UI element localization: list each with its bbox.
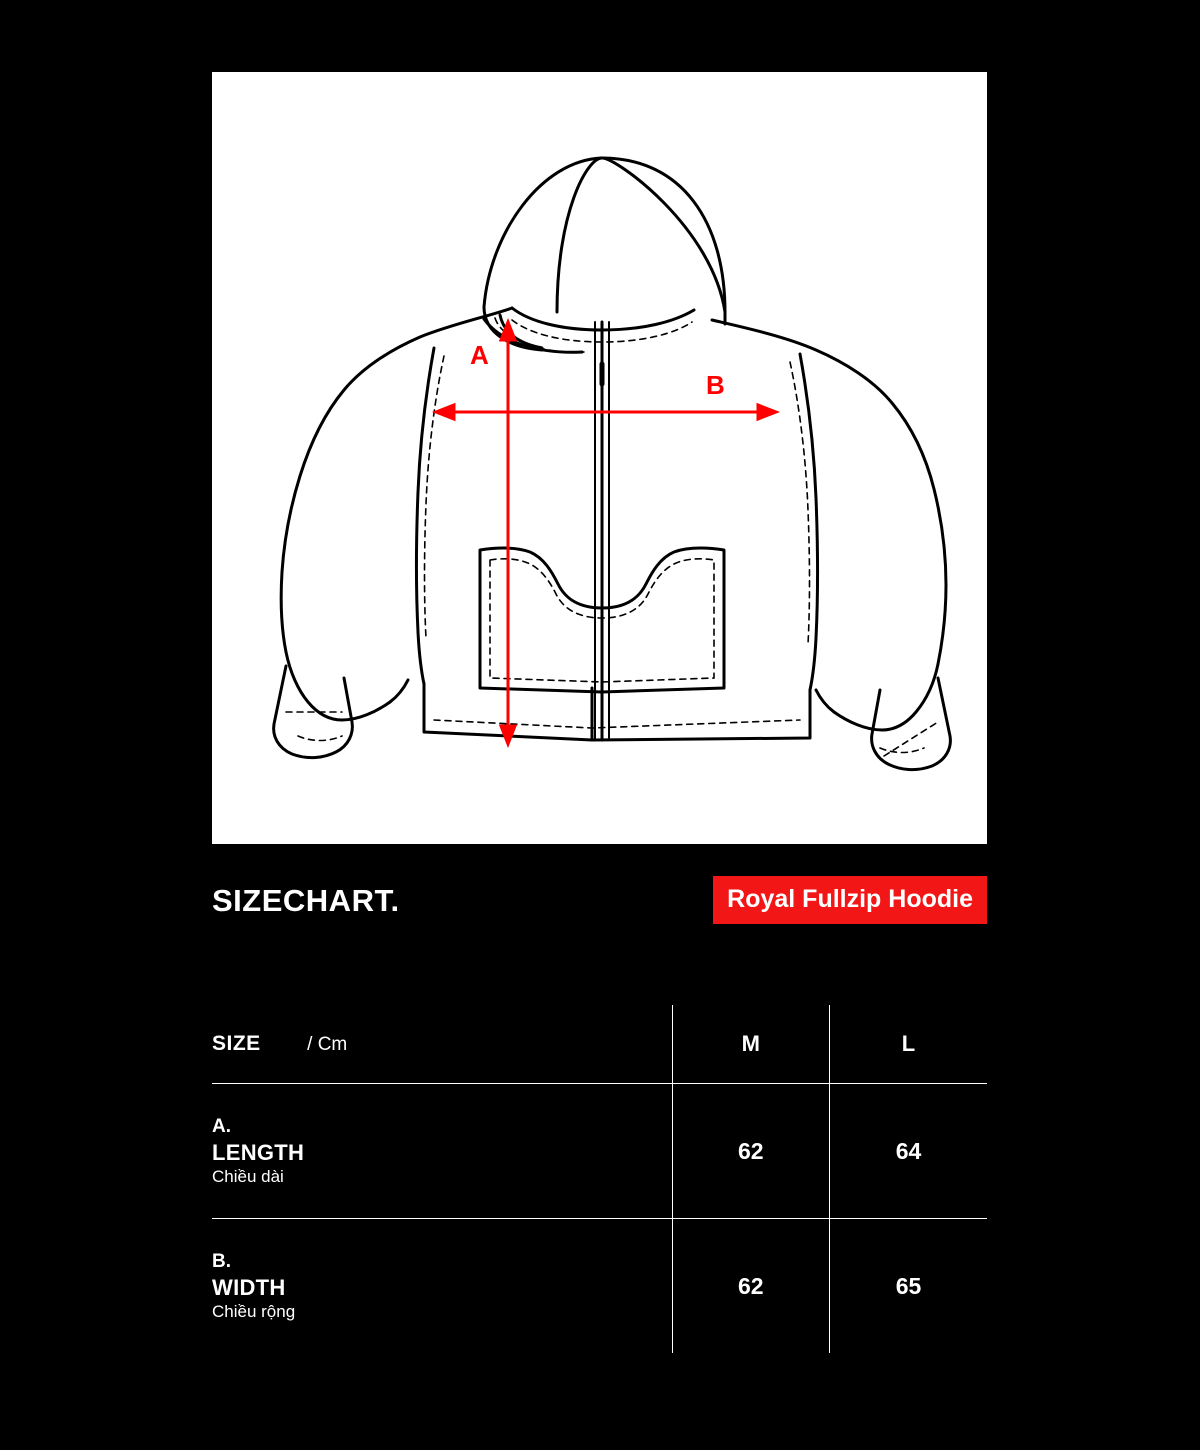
label-b: B	[706, 370, 725, 400]
hoodie-illustration-panel	[212, 72, 987, 844]
row-subname-width: Chiều rộng	[212, 1301, 296, 1321]
product-name-badge: Royal Fullzip Hoodie	[713, 876, 987, 924]
row-letter-a: A.	[212, 1115, 231, 1137]
value-width-m: 62	[672, 1219, 830, 1354]
row-name-length: LENGTH	[212, 1139, 305, 1165]
hoodie-technical-drawing	[212, 72, 987, 844]
row-letter-b: B.	[212, 1250, 231, 1272]
header-unit-label: / Cm	[307, 1034, 348, 1055]
table-header-row	[212, 1005, 987, 1084]
table-row	[212, 1084, 987, 1219]
label-a: A	[470, 340, 489, 370]
row-label-length	[212, 1084, 672, 1219]
table-row	[212, 1219, 987, 1354]
row-name-width: WIDTH	[212, 1274, 286, 1300]
page-title: SIZECHART.	[212, 883, 400, 918]
value-length-l: 64	[830, 1084, 988, 1219]
value-length-m: 62	[672, 1084, 830, 1219]
header-size-label: SIZE	[212, 1032, 261, 1055]
size-table-wrapper	[212, 1005, 987, 1353]
size-table	[212, 1005, 987, 1353]
header-label-cell	[212, 1005, 672, 1084]
value-width-l: 65	[830, 1219, 988, 1354]
header-col-l: L	[830, 1005, 988, 1084]
title-row	[212, 880, 987, 940]
row-subname-length: Chiều dài	[212, 1166, 284, 1186]
row-label-width	[212, 1219, 672, 1354]
header-col-m: M	[672, 1005, 830, 1084]
